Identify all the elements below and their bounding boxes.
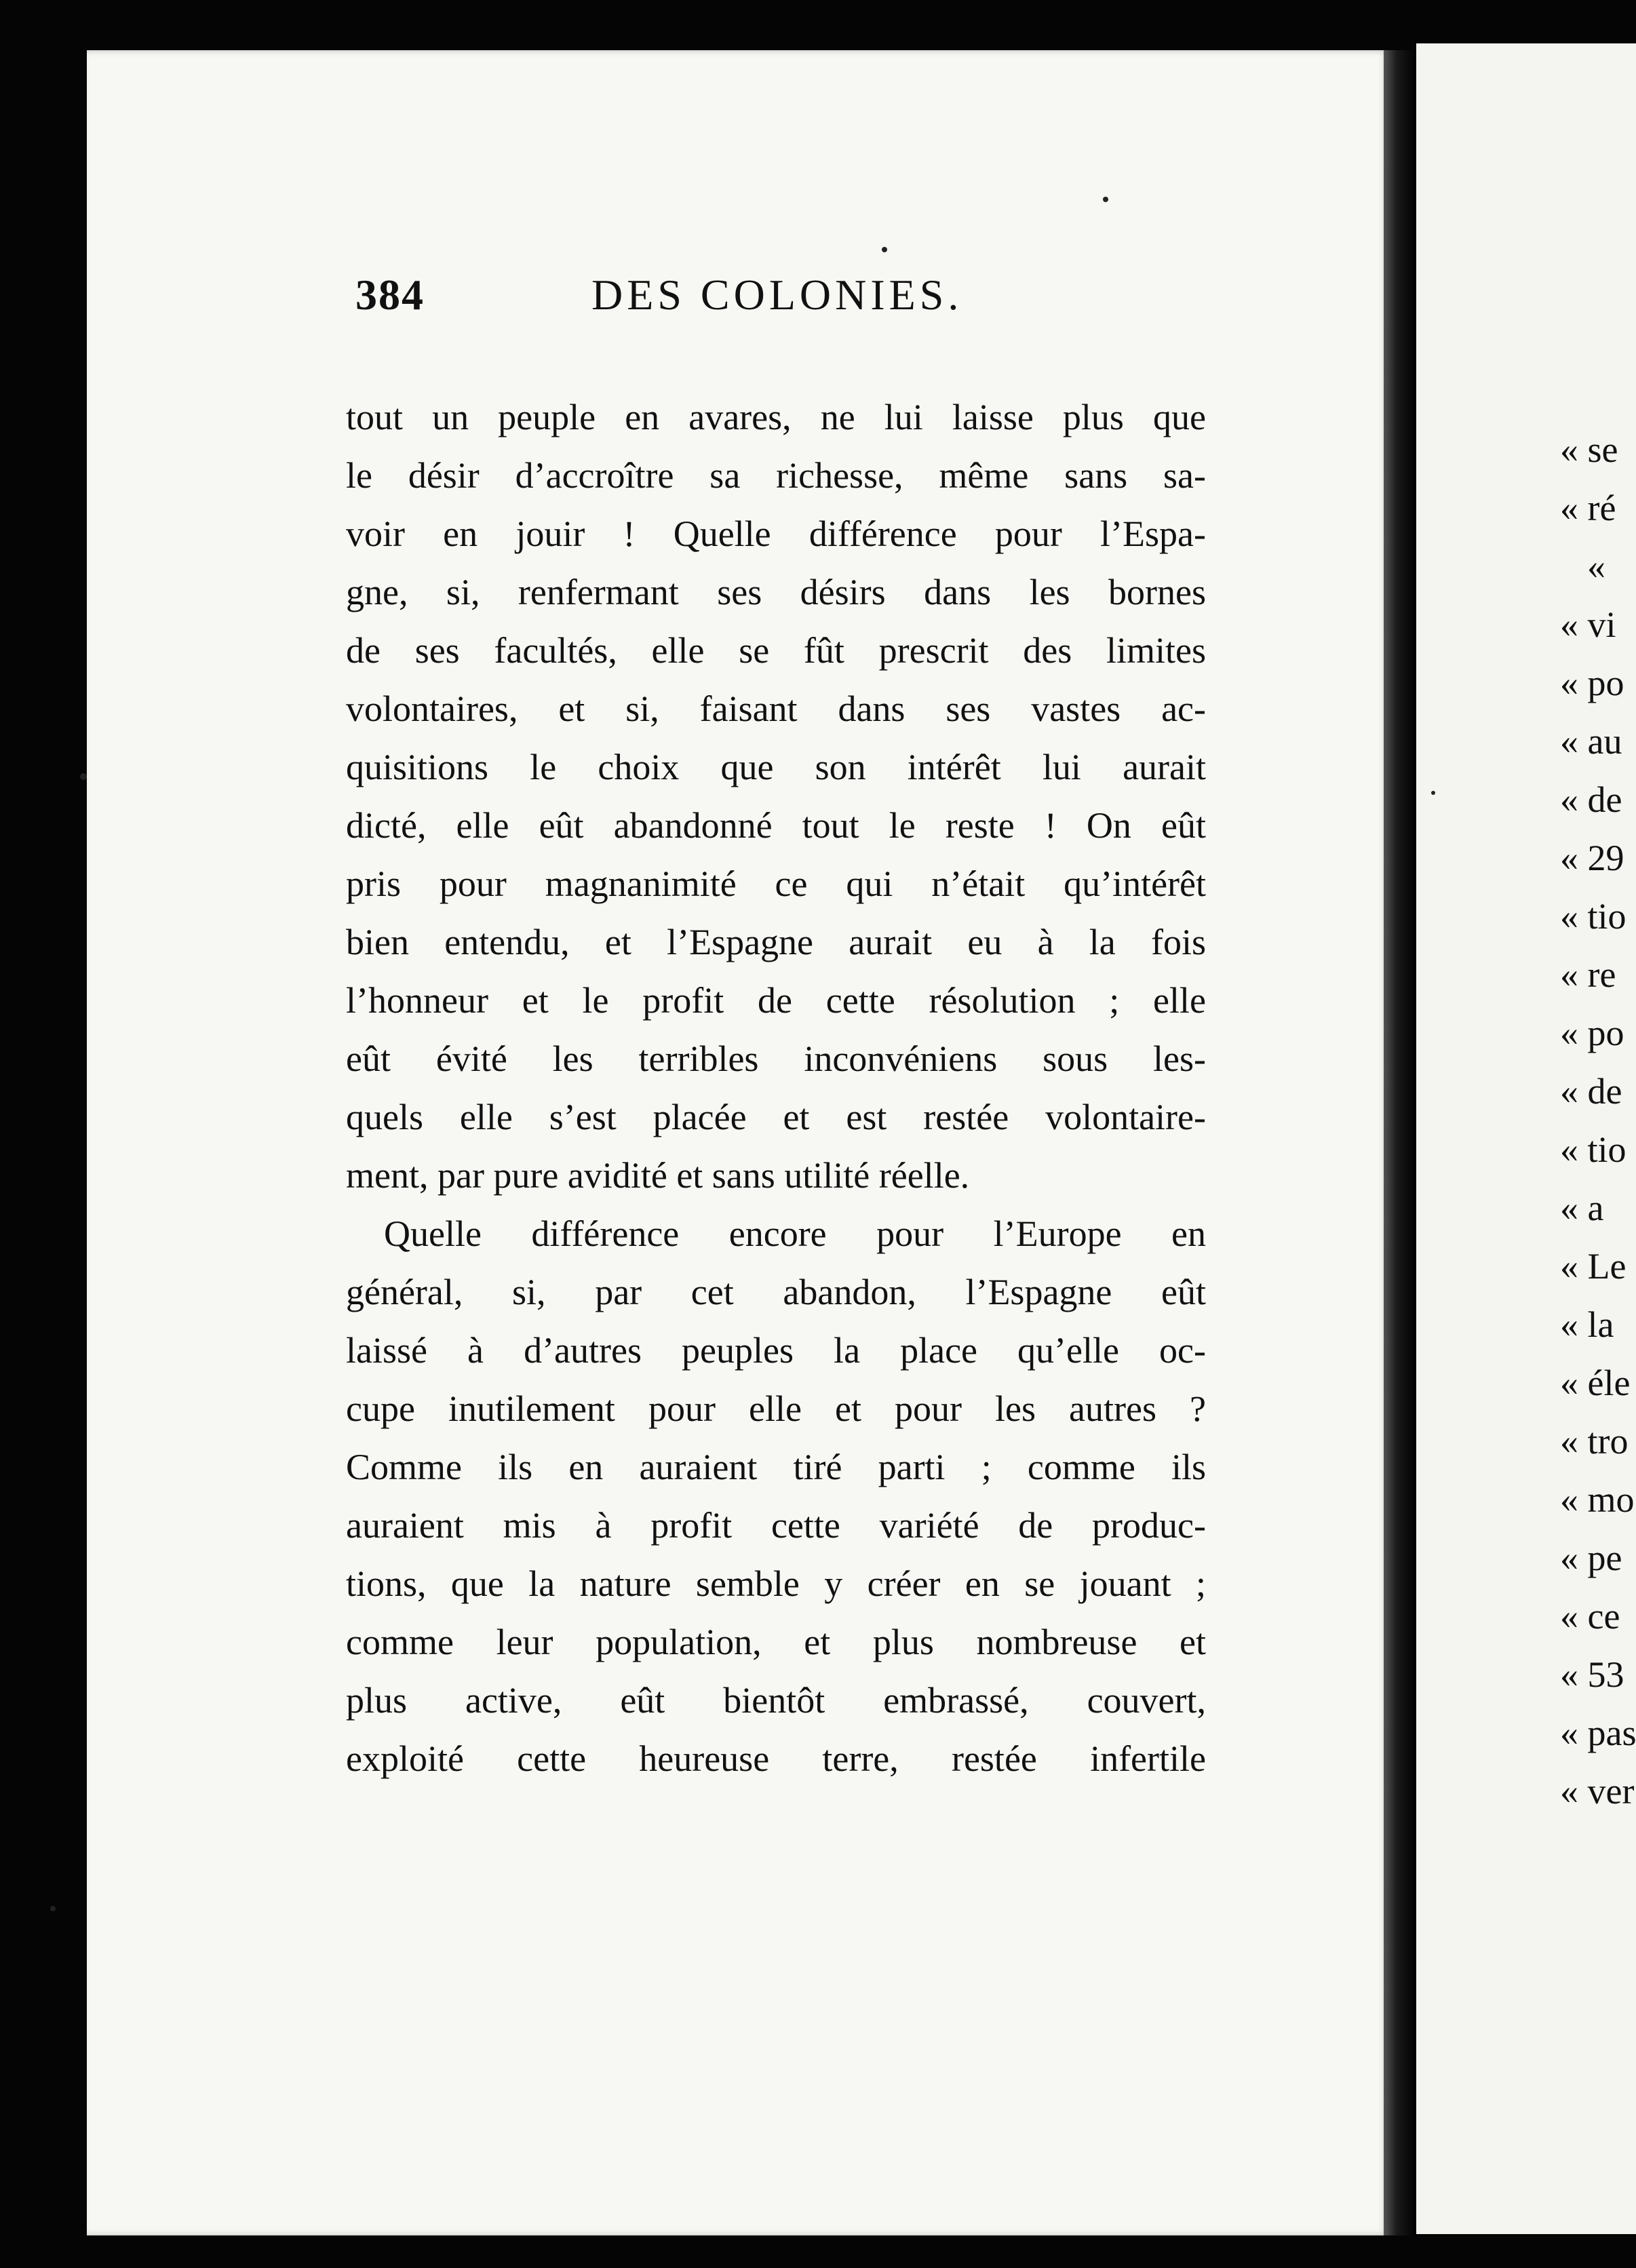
facing-line: « po [1560,1013,1624,1053]
page-number: 384 [355,271,425,319]
text-line: général, si, par cet abandon, l’Espagne eût [346,1272,1206,1312]
facing-line: « de [1560,1071,1622,1112]
text-line: quisitions le choix que son intérêt lui aurait [346,747,1206,787]
paragraph-start-line: Quelle différence encore pour l’Europe en [384,1213,1206,1254]
text-line: auraient mis à profit cette variété de produc- [346,1505,1206,1546]
ink-speck [1103,197,1108,202]
text-line: bien entendu, et l’Espagne aurait eu à la fois [346,922,1206,962]
facing-line: « pas [1560,1713,1636,1753]
facing-line: « au [1560,721,1622,762]
facing-line: « de [1560,779,1622,820]
text-line: volontaires, et si, faisant dans ses vastes ac- [346,688,1206,729]
text-line: tions, que la nature semble y créer en se jouant ; [346,1563,1206,1604]
facing-line: « ver [1560,1771,1635,1812]
facing-line: « se [1560,429,1618,470]
ink-speck [1431,791,1435,795]
facing-line: « [1587,546,1605,587]
text-line: plus active, eût bientôt embrassé, couvert, [346,1680,1206,1721]
text-line: l’honneur et le profit de cette résolution ; elle [346,980,1206,1021]
facing-line: « ré [1560,488,1616,528]
facing-line: « 53 [1560,1654,1624,1695]
ink-speck [80,773,87,780]
facing-line: « 29 [1560,838,1624,878]
text-line: de ses facultés, elle se fût prescrit des limites [346,630,1206,671]
facing-line: « Le [1560,1246,1627,1287]
text-line: laissé à d’autres peuples la place qu’elle oc- [346,1330,1206,1371]
ink-speck [882,247,887,252]
body-text [346,388,1206,1788]
facing-line: « re [1560,954,1616,995]
text-line: le désir d’accroître sa richesse, même sans sa- [346,455,1206,496]
facing-line: « la [1560,1304,1614,1345]
text-line: comme leur population, et plus nombreuse et [346,1622,1206,1662]
text-line: Comme ils en auraient tiré parti ; comme ils [346,1447,1206,1487]
text-line: gne, si, renfermant ses désirs dans les bornes [346,572,1206,612]
text-line: pris pour magnanimité ce qui n’était qu’intérêt [346,863,1206,904]
running-title: DES COLONIES. [591,271,963,319]
facing-line: « po [1560,663,1624,703]
text-line: tout un peuple en avares, ne lui laisse plus que [346,397,1206,437]
text-line: eût évité les terribles inconvéniens sous les- [346,1038,1206,1079]
text-line: quels elle s’est placée et est restée volontaire- [346,1097,1206,1137]
facing-line: « pe [1560,1538,1622,1578]
book-gutter [1384,50,1416,2235]
text-line: cupe inutilement pour elle et pour les autres ? [346,1388,1206,1429]
facing-line: « tio [1560,1129,1627,1170]
facing-line: « ce [1560,1596,1620,1637]
text-line: exploité cette heureuse terre, restée infertile [346,1738,1206,1779]
facing-line: « éle [1560,1363,1631,1403]
facing-page-text [1560,421,1636,1820]
facing-line: « tro [1560,1421,1629,1462]
facing-line: « tio [1560,896,1627,937]
paragraph-end-line: ment, par pure avidité et sans utilité réelle. [346,1155,970,1196]
text-line: dicté, elle eût abandonné tout le reste ! On eût [346,805,1206,846]
facing-line: « mo [1560,1479,1635,1520]
running-head [355,270,1196,345]
facing-line: « a [1560,1188,1604,1228]
ink-speck [50,1906,56,1911]
text-line: voir en jouir ! Quelle différence pour l’Espa- [346,513,1206,554]
facing-line: « vi [1560,604,1616,645]
